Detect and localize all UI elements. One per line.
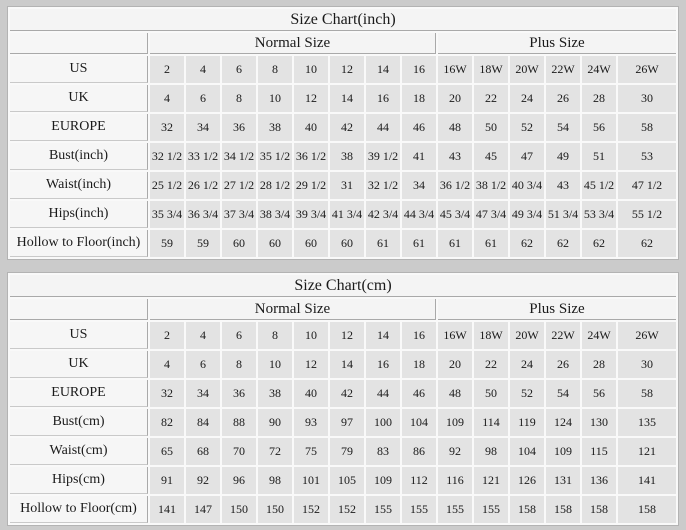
size-cell: 38 <box>330 143 364 170</box>
size-cell: 53 3/4 <box>582 201 616 228</box>
size-cell: 50 <box>474 114 508 141</box>
size-cell: 98 <box>474 438 508 465</box>
size-cell: 152 <box>294 496 328 523</box>
size-cell: 38 3/4 <box>258 201 292 228</box>
size-cell: 16W <box>438 56 472 83</box>
size-cell: 34 <box>186 114 220 141</box>
size-cell: 36 1/2 <box>294 143 328 170</box>
size-cell: 24W <box>582 56 616 83</box>
size-cell: 26 <box>546 85 580 112</box>
size-cell: 20W <box>510 322 544 349</box>
size-cell: 26W <box>618 322 676 349</box>
size-cell: 48 <box>438 380 472 407</box>
size-cell: 16 <box>402 56 436 83</box>
size-cell: 22W <box>546 322 580 349</box>
table-title: Size Chart(inch) <box>10 9 676 31</box>
size-cell: 32 <box>150 380 184 407</box>
row-label: Waist(cm) <box>10 438 148 465</box>
size-cell: 28 <box>582 85 616 112</box>
size-cell: 59 <box>150 230 184 257</box>
size-cell: 12 <box>294 85 328 112</box>
row-label: Hips(inch) <box>10 201 148 228</box>
size-cell: 47 <box>510 143 544 170</box>
size-cell: 109 <box>438 409 472 436</box>
size-cell: 98 <box>258 467 292 494</box>
size-cell: 20 <box>438 85 472 112</box>
size-cell: 104 <box>510 438 544 465</box>
row-label: Hollow to Floor(inch) <box>10 230 148 257</box>
size-cell: 14 <box>330 351 364 378</box>
size-cell: 6 <box>222 56 256 83</box>
size-cell: 54 <box>546 114 580 141</box>
group-header-plus-size: Plus Size <box>438 33 676 54</box>
size-cell: 104 <box>402 409 436 436</box>
size-cell: 8 <box>258 322 292 349</box>
size-cell: 86 <box>402 438 436 465</box>
size-chart-cm <box>7 272 679 526</box>
size-cell: 97 <box>330 409 364 436</box>
size-cell: 62 <box>618 230 676 257</box>
size-cell: 56 <box>582 114 616 141</box>
size-cell: 60 <box>222 230 256 257</box>
size-cell: 92 <box>186 467 220 494</box>
size-cell: 10 <box>294 322 328 349</box>
size-cell: 130 <box>582 409 616 436</box>
size-cell: 36 3/4 <box>186 201 220 228</box>
size-cell: 44 <box>366 380 400 407</box>
size-cell: 158 <box>618 496 676 523</box>
size-cell: 26 1/2 <box>186 172 220 199</box>
size-cell: 12 <box>330 322 364 349</box>
size-cell: 10 <box>258 351 292 378</box>
size-cell: 10 <box>258 85 292 112</box>
size-cell: 119 <box>510 409 544 436</box>
size-cell: 150 <box>258 496 292 523</box>
size-cell: 51 <box>582 143 616 170</box>
size-cell: 124 <box>546 409 580 436</box>
size-cell: 47 3/4 <box>474 201 508 228</box>
size-cell: 158 <box>582 496 616 523</box>
row-label: Waist(inch) <box>10 172 148 199</box>
size-cell: 28 <box>582 351 616 378</box>
size-cell: 58 <box>618 380 676 407</box>
size-cell: 96 <box>222 467 256 494</box>
size-cell: 33 1/2 <box>186 143 220 170</box>
group-header-plus-size: Plus Size <box>438 299 676 320</box>
row-label: US <box>10 56 148 83</box>
size-cell: 121 <box>618 438 676 465</box>
size-cell: 44 3/4 <box>402 201 436 228</box>
size-cell: 48 <box>438 114 472 141</box>
size-cell: 22 <box>474 351 508 378</box>
size-cell: 155 <box>366 496 400 523</box>
size-cell: 62 <box>582 230 616 257</box>
size-cell: 32 <box>150 114 184 141</box>
size-cell: 2 <box>150 56 184 83</box>
size-cell: 55 1/2 <box>618 201 676 228</box>
size-cell: 42 <box>330 380 364 407</box>
size-cell: 22 <box>474 85 508 112</box>
size-cell: 84 <box>186 409 220 436</box>
size-cell: 83 <box>366 438 400 465</box>
row-label: EUROPE <box>10 380 148 407</box>
size-cell: 8 <box>258 56 292 83</box>
size-cell: 38 <box>258 380 292 407</box>
header-spacer <box>10 299 148 320</box>
size-cell: 101 <box>294 467 328 494</box>
size-cell: 79 <box>330 438 364 465</box>
size-cell: 82 <box>150 409 184 436</box>
size-cell: 109 <box>546 438 580 465</box>
size-cell: 14 <box>330 85 364 112</box>
size-cell: 41 <box>402 143 436 170</box>
size-cell: 36 1/2 <box>438 172 472 199</box>
size-cell: 61 <box>474 230 508 257</box>
size-cell: 47 1/2 <box>618 172 676 199</box>
size-cell: 32 1/2 <box>150 143 184 170</box>
size-cell: 65 <box>150 438 184 465</box>
size-cell: 42 3/4 <box>366 201 400 228</box>
size-cell: 72 <box>258 438 292 465</box>
size-cell: 61 <box>366 230 400 257</box>
size-cell: 135 <box>618 409 676 436</box>
size-cell: 8 <box>222 351 256 378</box>
size-cell: 6 <box>186 351 220 378</box>
size-cell: 28 1/2 <box>258 172 292 199</box>
size-cell: 25 1/2 <box>150 172 184 199</box>
size-cell: 35 3/4 <box>150 201 184 228</box>
size-cell: 34 <box>186 380 220 407</box>
size-cell: 136 <box>582 467 616 494</box>
size-cell: 12 <box>294 351 328 378</box>
size-cell: 62 <box>546 230 580 257</box>
size-cell: 36 <box>222 380 256 407</box>
size-cell: 31 <box>330 172 364 199</box>
size-cell: 45 <box>474 143 508 170</box>
size-cell: 54 <box>546 380 580 407</box>
size-cell: 114 <box>474 409 508 436</box>
size-cell: 52 <box>510 380 544 407</box>
size-cell: 121 <box>474 467 508 494</box>
size-cell: 6 <box>186 85 220 112</box>
row-label: Hips(cm) <box>10 467 148 494</box>
size-cell: 141 <box>618 467 676 494</box>
size-cell: 155 <box>402 496 436 523</box>
size-cell: 131 <box>546 467 580 494</box>
size-cell: 62 <box>510 230 544 257</box>
size-cell: 49 <box>546 143 580 170</box>
size-cell: 150 <box>222 496 256 523</box>
size-cell: 16W <box>438 322 472 349</box>
size-cell: 18W <box>474 322 508 349</box>
size-cell: 116 <box>438 467 472 494</box>
table-title: Size Chart(cm) <box>10 275 676 297</box>
size-cell: 115 <box>582 438 616 465</box>
group-header-normal-size: Normal Size <box>150 33 436 54</box>
size-cell: 60 <box>258 230 292 257</box>
size-cell: 58 <box>618 114 676 141</box>
size-cell: 59 <box>186 230 220 257</box>
size-cell: 105 <box>330 467 364 494</box>
size-cell: 61 <box>438 230 472 257</box>
size-cell: 26W <box>618 56 676 83</box>
size-cell: 8 <box>222 85 256 112</box>
row-label: EUROPE <box>10 114 148 141</box>
size-cell: 158 <box>546 496 580 523</box>
size-cell: 32 1/2 <box>366 172 400 199</box>
row-label: US <box>10 322 148 349</box>
size-cell: 36 <box>222 114 256 141</box>
size-cell: 22W <box>546 56 580 83</box>
size-cell: 34 1/2 <box>222 143 256 170</box>
size-cell: 20W <box>510 56 544 83</box>
size-cell: 37 3/4 <box>222 201 256 228</box>
size-cell: 152 <box>330 496 364 523</box>
size-cell: 38 <box>258 114 292 141</box>
size-cell: 43 <box>546 172 580 199</box>
size-cell: 141 <box>150 496 184 523</box>
size-cell: 46 <box>402 114 436 141</box>
size-cell: 50 <box>474 380 508 407</box>
size-cell: 88 <box>222 409 256 436</box>
size-cell: 14 <box>366 322 400 349</box>
size-cell: 39 1/2 <box>366 143 400 170</box>
size-cell: 16 <box>402 322 436 349</box>
size-cell: 24 <box>510 85 544 112</box>
row-label: UK <box>10 351 148 378</box>
size-cell: 52 <box>510 114 544 141</box>
size-cell: 92 <box>438 438 472 465</box>
size-cell: 12 <box>330 56 364 83</box>
size-cell: 18W <box>474 56 508 83</box>
size-cell: 16 <box>366 85 400 112</box>
size-cell: 24W <box>582 322 616 349</box>
size-cell: 40 <box>294 380 328 407</box>
size-cell: 18 <box>402 351 436 378</box>
size-cell: 40 <box>294 114 328 141</box>
size-cell: 53 <box>618 143 676 170</box>
size-cell: 26 <box>546 351 580 378</box>
size-cell: 75 <box>294 438 328 465</box>
size-cell: 45 3/4 <box>438 201 472 228</box>
header-spacer <box>10 33 148 54</box>
size-cell: 49 3/4 <box>510 201 544 228</box>
size-cell: 56 <box>582 380 616 407</box>
size-cell: 4 <box>186 56 220 83</box>
size-cell: 27 1/2 <box>222 172 256 199</box>
size-cell: 30 <box>618 351 676 378</box>
size-cell: 42 <box>330 114 364 141</box>
size-cell: 60 <box>294 230 328 257</box>
size-cell: 10 <box>294 56 328 83</box>
size-cell: 46 <box>402 380 436 407</box>
size-cell: 41 3/4 <box>330 201 364 228</box>
row-label: Bust(cm) <box>10 409 148 436</box>
row-label: Bust(inch) <box>10 143 148 170</box>
size-cell: 18 <box>402 85 436 112</box>
size-cell: 68 <box>186 438 220 465</box>
size-cell: 6 <box>222 322 256 349</box>
size-charts <box>7 6 679 526</box>
size-cell: 60 <box>330 230 364 257</box>
size-cell: 100 <box>366 409 400 436</box>
size-cell: 24 <box>510 351 544 378</box>
size-cell: 44 <box>366 114 400 141</box>
size-cell: 126 <box>510 467 544 494</box>
size-cell: 51 3/4 <box>546 201 580 228</box>
row-label: Hollow to Floor(cm) <box>10 496 148 523</box>
size-chart-inch <box>7 6 679 260</box>
size-cell: 30 <box>618 85 676 112</box>
size-cell: 4 <box>186 322 220 349</box>
size-cell: 29 1/2 <box>294 172 328 199</box>
size-cell: 2 <box>150 322 184 349</box>
size-cell: 45 1/2 <box>582 172 616 199</box>
size-cell: 90 <box>258 409 292 436</box>
size-cell: 14 <box>366 56 400 83</box>
size-cell: 4 <box>150 351 184 378</box>
size-cell: 147 <box>186 496 220 523</box>
size-cell: 38 1/2 <box>474 172 508 199</box>
size-cell: 40 3/4 <box>510 172 544 199</box>
size-cell: 39 3/4 <box>294 201 328 228</box>
size-cell: 109 <box>366 467 400 494</box>
size-chart-cm-grid <box>8 273 678 525</box>
size-cell: 93 <box>294 409 328 436</box>
size-cell: 155 <box>474 496 508 523</box>
size-cell: 35 1/2 <box>258 143 292 170</box>
size-cell: 91 <box>150 467 184 494</box>
size-cell: 16 <box>366 351 400 378</box>
size-cell: 34 <box>402 172 436 199</box>
size-cell: 112 <box>402 467 436 494</box>
size-cell: 70 <box>222 438 256 465</box>
size-chart-inch-grid <box>8 7 678 259</box>
size-cell: 158 <box>510 496 544 523</box>
group-header-normal-size: Normal Size <box>150 299 436 320</box>
size-cell: 155 <box>438 496 472 523</box>
row-label: UK <box>10 85 148 112</box>
size-cell: 4 <box>150 85 184 112</box>
size-cell: 20 <box>438 351 472 378</box>
size-cell: 61 <box>402 230 436 257</box>
size-cell: 43 <box>438 143 472 170</box>
